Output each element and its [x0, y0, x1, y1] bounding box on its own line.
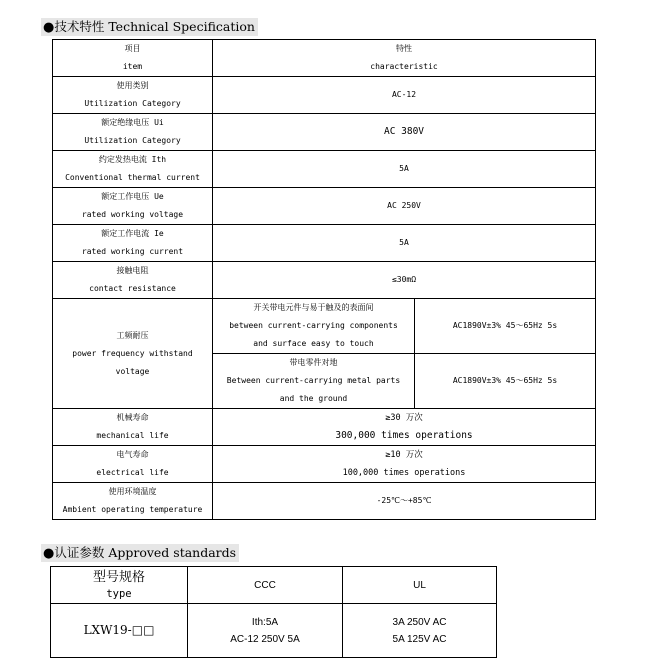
electrical-life-row	[53, 446, 596, 483]
withstand-sub2-en-1: Between current-carrying metal parts	[226, 376, 401, 385]
approved-standards-title: 认证参数 Approved standards	[54, 545, 237, 560]
row-label-cell	[53, 188, 213, 225]
technical-specification-heading	[41, 18, 258, 36]
row-label-cn: 约定发热电流 Ith	[98, 155, 167, 164]
row-value: AC 380V	[213, 114, 596, 151]
table-row	[53, 262, 596, 299]
technical-specification-table	[52, 39, 596, 520]
withstand-sub2-value: AC1890V±3% 45～65Hz 5s	[415, 354, 596, 409]
electrical-life-en: electrical life	[96, 468, 169, 477]
row-label-en: Utilization Category	[84, 99, 181, 108]
withstand-label-en-2: voltage	[115, 366, 150, 376]
row-value: AC 250V	[213, 188, 596, 225]
row-label-en: rated working current	[81, 247, 184, 256]
ambient-temperature-value: -25℃～+85℃	[213, 483, 596, 520]
withstand-label-cell	[53, 299, 213, 409]
electrical-life-value	[213, 446, 596, 483]
withstand-row-1	[53, 299, 596, 354]
mechanical-life-label	[53, 409, 213, 446]
item-header-cell	[53, 40, 213, 77]
row-value: 5A	[213, 151, 596, 188]
withstand-sub2-cn: 带电零件对地	[289, 358, 338, 367]
withstand-label-cn: 工频耐压	[116, 330, 149, 340]
bullet-icon: ●	[43, 20, 55, 35]
bullet-icon: ●	[43, 546, 55, 561]
ul-value-1: 3A 250V AC	[392, 616, 447, 628]
approved-standards-table	[50, 566, 497, 658]
ambient-temperature-cn: 使用环境温度	[108, 487, 157, 496]
mechanical-life-value	[213, 409, 596, 446]
row-label-cn: 使用类别	[116, 81, 149, 90]
mechanical-life-value-1: ≥30 万次	[385, 413, 423, 423]
approved-standards-heading	[41, 544, 239, 562]
withstand-sub2-cell	[213, 354, 415, 409]
type-header-en: type	[106, 587, 132, 600]
electrical-life-cn: 电气寿命	[116, 450, 149, 459]
row-label-cell	[53, 114, 213, 151]
model-number: LXW19-□□	[51, 604, 188, 658]
mechanical-life-en: mechanical life	[96, 431, 169, 440]
type-header-cell	[51, 567, 188, 604]
mechanical-life-row	[53, 409, 596, 446]
table-row	[53, 225, 596, 262]
row-label-en: contact resistance	[89, 284, 176, 293]
row-label-cell	[53, 151, 213, 188]
row-label-cell	[53, 225, 213, 262]
withstand-label-en-1: power frequency withstand	[72, 348, 193, 358]
row-label-cn: 接触电阻	[116, 266, 149, 275]
item-header-en: item	[122, 62, 143, 71]
type-header-cn: 型号规格	[92, 569, 145, 585]
approved-header-row	[51, 567, 497, 604]
ccc-value-2: AC-12 250V 5A	[230, 633, 300, 645]
ul-value-2: 5A 125V AC	[392, 633, 447, 645]
ccc-values	[188, 604, 343, 658]
table-row	[53, 114, 596, 151]
row-label-en: rated working voltage	[81, 210, 184, 219]
withstand-sub1-en-2: and surface easy to touch	[253, 339, 374, 348]
ul-values	[343, 604, 497, 658]
ambient-temperature-label	[53, 483, 213, 520]
ambient-temperature-row	[53, 483, 596, 520]
row-label-cn: 额定工作电流 Ie	[101, 229, 164, 238]
row-value: ≤30mΩ	[213, 262, 596, 299]
ccc-header: CCC	[188, 567, 343, 604]
withstand-sub1-value: AC1890V±3% 45～65Hz 5s	[415, 299, 596, 354]
characteristic-header-en: characteristic	[370, 62, 438, 71]
ul-header: UL	[343, 567, 497, 604]
row-label-cell	[53, 77, 213, 114]
withstand-sub2-en-2: and the ground	[279, 394, 348, 403]
row-label-cn: 额定工作电压 Ue	[101, 192, 164, 201]
row-value: 5A	[213, 225, 596, 262]
row-label-en: Utilization Category	[84, 136, 181, 145]
electrical-life-value-2: 100,000 times operations	[342, 468, 466, 478]
row-label-en: Conventional thermal current	[65, 173, 200, 182]
table-row	[53, 151, 596, 188]
characteristic-header-cell	[213, 40, 596, 77]
electrical-life-value-1: ≥10 万次	[385, 450, 423, 460]
mechanical-life-cn: 机械寿命	[116, 413, 149, 422]
table-row	[53, 77, 596, 114]
row-label-cn: 额定绝缘电压 Ui	[101, 118, 164, 127]
mechanical-life-value-2: 300,000 times operations	[335, 430, 473, 441]
technical-specification-title: 技术特性 Technical Specification	[54, 19, 255, 34]
ccc-value-1: Ith:5A	[251, 616, 279, 628]
row-value: AC-12	[213, 77, 596, 114]
row-label-cell	[53, 262, 213, 299]
characteristic-header-cn: 特性	[396, 44, 412, 53]
withstand-sub1-en-1: between current-carrying components	[229, 321, 398, 330]
withstand-sub1-cn: 开关带电元件与易于触及的表面间	[253, 303, 374, 312]
table-row	[53, 188, 596, 225]
electrical-life-label	[53, 446, 213, 483]
withstand-sub1-cell	[213, 299, 415, 354]
item-header-cn: 项目	[124, 44, 141, 53]
table-header-row	[53, 40, 596, 77]
approved-data-row	[51, 604, 497, 658]
ambient-temperature-en: Ambient operating temperature	[62, 505, 203, 514]
